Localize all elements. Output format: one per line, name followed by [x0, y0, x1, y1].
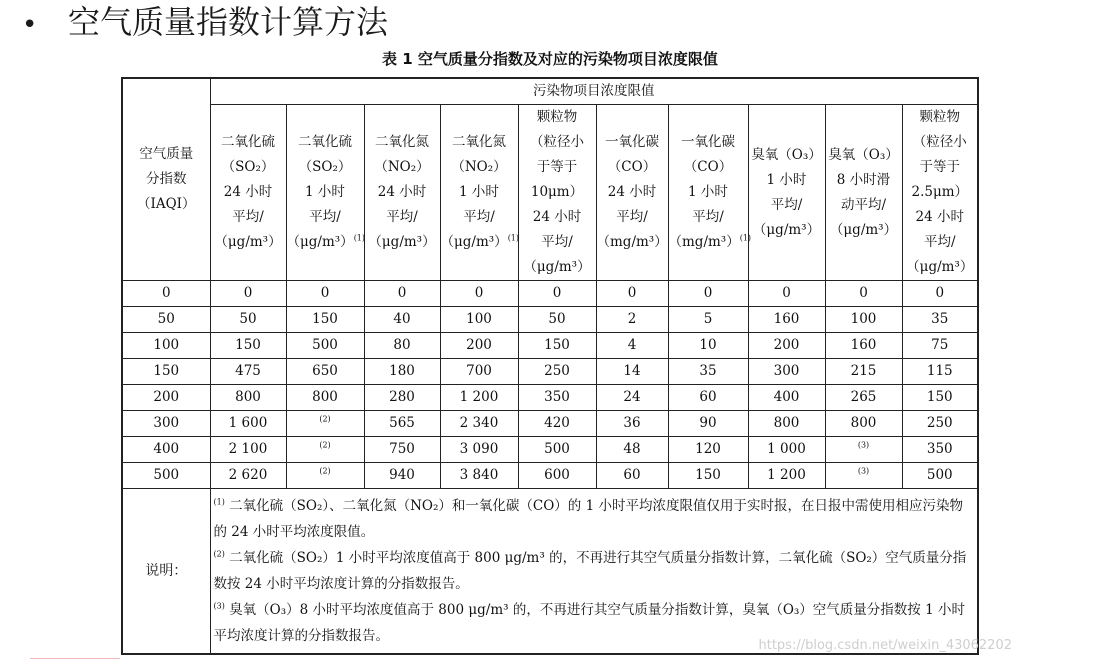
column-header-line — [597, 155, 668, 180]
column-header-line — [441, 155, 518, 180]
table-cell: 500 — [518, 437, 596, 463]
column-header-line — [826, 168, 902, 193]
note-text: 二氧化硫（SO₂）、二氧化氮（NO₂）和一氧化碳（CO）的 1 小时平均浓度限值仅用于实时报，在日报中需使用相应污染物的 24 小时平均浓度限值。 — [213, 498, 963, 540]
column-header-text: 24 小时 — [915, 209, 964, 225]
watermark: https://blog.csdn.net/weixin_43062202 — [758, 638, 1012, 653]
table-cell: 3 840 — [440, 463, 518, 489]
table-cell: 0 — [440, 281, 518, 307]
note-paragraph — [214, 493, 974, 545]
table-cell: 14 — [596, 359, 668, 385]
table-cell: 2 100 — [210, 437, 286, 463]
column-header-line — [519, 105, 596, 130]
column-header-line — [903, 155, 978, 180]
column-header-line — [365, 155, 440, 180]
column-header-line — [287, 130, 364, 155]
table-cell: 48 — [596, 437, 668, 463]
table-cell: 150 — [286, 307, 364, 333]
column-header-line — [211, 205, 286, 230]
footnote-mark: (3) — [857, 466, 870, 476]
column-header-text: 1 小时 — [459, 184, 499, 200]
note-text: 臭氧（O₃）8 小时平均浓度值高于 800 μg/m³ 的，不再进行其空气质量分指数计算，臭氧（O₃）空气质量分指数按 1 小时平均浓度计算的分指数报告。 — [213, 602, 965, 644]
table-cell: 400 — [748, 385, 825, 411]
column-header-text: 一氧化碳 — [605, 134, 659, 150]
notes-content — [210, 489, 978, 655]
slide-title — [22, 0, 388, 44]
table-cell: 40 — [364, 307, 440, 333]
column-header-text: 24 小时 — [377, 184, 427, 200]
table-cell: 1 000 — [748, 437, 825, 463]
column-header-line — [597, 230, 668, 255]
column-header-text: （μg/m³） — [752, 221, 821, 238]
column-header — [825, 105, 902, 281]
column-header — [286, 105, 364, 281]
table-cell-footnote — [825, 437, 902, 463]
table-cell-footnote — [286, 437, 364, 463]
iaqi-header — [122, 78, 210, 281]
column-header — [440, 105, 518, 281]
table-cell: 800 — [748, 411, 825, 437]
table-cell: 60 — [596, 463, 668, 489]
footnote-mark: (2) — [319, 440, 331, 450]
column-header-text: （μg/m³） — [829, 221, 898, 238]
table-cell: 150 — [210, 333, 286, 359]
column-header-text: 二氧化氮 — [375, 134, 429, 150]
table-cell: 150 — [668, 463, 748, 489]
table-cell: 200 — [440, 333, 518, 359]
column-header-text: （μg/m³） — [906, 259, 974, 275]
iaqi-header-line: 空气质量 — [139, 146, 194, 162]
column-header-text: 二氧化硫 — [221, 134, 275, 150]
table-cell: 0 — [825, 281, 902, 307]
column-header-text: 平均/ — [463, 209, 495, 225]
footnote-mark: (1) — [739, 233, 752, 243]
column-header-text: 臭氧（O₃） — [828, 146, 899, 163]
table-cell: 50 — [518, 307, 596, 333]
column-header-line — [597, 180, 668, 205]
header-row-group — [122, 78, 978, 105]
column-header-line — [668, 230, 752, 255]
column-header-text: 1 小时 — [766, 171, 807, 188]
column-header-line — [669, 155, 748, 180]
table-cell: 5 — [668, 307, 748, 333]
footnote-mark: (2) — [319, 414, 331, 424]
column-header-text: （CO） — [683, 159, 733, 175]
column-header-line — [903, 180, 978, 205]
table-cell: 90 — [668, 411, 748, 437]
note-text: 二氧化硫（SO₂）1 小时平均浓度值高于 800 μg/m³ 的，不再进行其空气质量分指数计算，二氧化硫（SO₂）空气质量分指数按 24 小时平均浓度计算的分指数报告。 — [213, 550, 967, 592]
column-header-line — [597, 205, 668, 230]
column-header-line — [287, 155, 364, 180]
column-header-line — [749, 143, 825, 168]
column-header-line — [519, 130, 596, 155]
notes-label: 说明： — [122, 489, 210, 655]
header-row-columns — [122, 105, 978, 281]
table-caption: 表 1 空气质量分指数及对应的污染物项目浓度限值 — [382, 50, 718, 68]
column-header — [210, 105, 286, 281]
table-cell: 4 — [596, 333, 668, 359]
table-cell: 2 340 — [440, 411, 518, 437]
table-cell: 565 — [364, 411, 440, 437]
table-cell: 120 — [668, 437, 748, 463]
table-cell: 80 — [364, 333, 440, 359]
table-row — [122, 333, 978, 359]
footnote-mark: (2) — [319, 466, 331, 476]
table-cell: 100 — [825, 307, 902, 333]
table-cell: 150 — [902, 385, 978, 411]
column-header-text: 动平均/ — [840, 196, 887, 213]
column-header-line — [749, 218, 825, 243]
table-cell: 350 — [902, 437, 978, 463]
table-cell: 160 — [748, 307, 825, 333]
column-header-text: 24 小时 — [607, 184, 657, 200]
table-cell: 60 — [668, 385, 748, 411]
column-header-line — [287, 205, 364, 230]
table-cell: 1 200 — [748, 463, 825, 489]
column-header — [596, 105, 668, 281]
table-cell: 36 — [596, 411, 668, 437]
table-cell: 150 — [518, 333, 596, 359]
table-cell: 75 — [902, 333, 978, 359]
table-cell: 250 — [518, 359, 596, 385]
table-cell-footnote — [286, 411, 364, 437]
column-header-line — [519, 155, 596, 180]
table-row — [122, 359, 978, 385]
column-header-text: （粒径小 — [912, 134, 967, 150]
table-cell: 280 — [364, 385, 440, 411]
table-cell: 0 — [596, 281, 668, 307]
table-row — [122, 437, 978, 463]
column-header-text: （mg/m³） — [596, 234, 668, 250]
table-cell: 2 — [596, 307, 668, 333]
column-header-line — [903, 130, 978, 155]
table-row — [122, 385, 978, 411]
table-cell: 420 — [518, 411, 596, 437]
iaqi-value: 100 — [122, 333, 210, 359]
column-header-line — [519, 205, 596, 230]
column-header-line — [519, 180, 596, 205]
column-header-line — [287, 230, 364, 255]
column-header-line — [669, 205, 748, 230]
iaqi-value: 150 — [122, 359, 210, 385]
table-cell: 0 — [518, 281, 596, 307]
footnote-mark: (2) — [213, 549, 225, 559]
footnote-mark: (1) — [213, 497, 225, 507]
table-cell: 24 — [596, 385, 668, 411]
table-cell-footnote — [286, 463, 364, 489]
column-header-text: 1 小时 — [305, 184, 345, 200]
column-header-line — [441, 130, 518, 155]
column-header-line — [519, 230, 596, 255]
table-cell: 1 200 — [440, 385, 518, 411]
table-cell: 750 — [364, 437, 440, 463]
table-cell: 650 — [286, 359, 364, 385]
column-header-line — [211, 155, 286, 180]
table-cell: 160 — [825, 333, 902, 359]
table-cell-footnote — [825, 463, 902, 489]
table-cell: 180 — [364, 359, 440, 385]
table-cell: 115 — [902, 359, 978, 385]
column-header-line — [903, 230, 978, 255]
column-header-text: 平均/ — [770, 196, 803, 213]
column-header-text: 平均/ — [616, 209, 648, 225]
column-header-text: 8 小时滑 — [836, 171, 891, 188]
column-header-line — [597, 130, 668, 155]
column-header-line — [903, 105, 978, 130]
column-header-text: 平均/ — [692, 209, 724, 225]
column-header — [902, 105, 978, 281]
iaqi-header-line: 分指数 — [146, 171, 187, 187]
table-cell: 350 — [518, 385, 596, 411]
column-header-line — [211, 180, 286, 205]
footnote-mark: (1) — [353, 233, 366, 243]
column-header-text: （μg/m³） — [214, 234, 282, 250]
column-header-text: （SO₂） — [221, 159, 275, 175]
column-header-line — [365, 230, 440, 255]
column-header-text: 平均/ — [309, 209, 341, 225]
table-cell: 10 — [668, 333, 748, 359]
column-header-line — [749, 168, 825, 193]
table-cell: 200 — [748, 333, 825, 359]
column-header-text: 1 小时 — [688, 184, 728, 200]
table-cell: 800 — [210, 385, 286, 411]
table-cell: 215 — [825, 359, 902, 385]
column-header-text: 2.5μm） — [911, 184, 969, 200]
column-header-text: 24 小时 — [532, 209, 582, 225]
column-header-line — [826, 193, 902, 218]
column-header-line — [669, 180, 748, 205]
group-header: 污染物项目浓度限值 — [210, 78, 978, 105]
table-cell: 0 — [286, 281, 364, 307]
column-header-line — [826, 218, 902, 243]
column-header-line — [519, 255, 596, 280]
table-cell: 265 — [825, 385, 902, 411]
column-header — [748, 105, 825, 281]
column-header-text: （μg/m³） — [440, 234, 508, 250]
column-header-text: （μg/m³） — [286, 234, 354, 250]
footnote-mark: (1) — [507, 233, 520, 243]
table-cell: 800 — [286, 385, 364, 411]
iaqi-value: 300 — [122, 411, 210, 437]
column-header-line — [903, 205, 978, 230]
column-header-text: （CO） — [607, 159, 657, 175]
table-cell: 3 090 — [440, 437, 518, 463]
column-header-text: （粒径小 — [530, 134, 584, 150]
table-cell: 0 — [668, 281, 748, 307]
table-cell: 500 — [286, 333, 364, 359]
table-cell: 500 — [902, 463, 978, 489]
table-cell: 700 — [440, 359, 518, 385]
column-header-text: 平均/ — [232, 209, 264, 225]
column-header-line — [211, 130, 286, 155]
notes-row — [122, 489, 978, 655]
column-header-text: 平均/ — [923, 234, 956, 250]
column-header-line — [441, 205, 518, 230]
column-header-text: 平均/ — [541, 234, 573, 250]
column-header-line — [365, 180, 440, 205]
iaqi-header-line: （IAQI） — [137, 196, 196, 212]
table-cell: 0 — [364, 281, 440, 307]
table-cell: 0 — [902, 281, 978, 307]
column-header — [518, 105, 596, 281]
column-header-line — [669, 130, 748, 155]
table-cell: 0 — [210, 281, 286, 307]
column-header-text: （μg/m³） — [523, 259, 591, 275]
table-cell: 250 — [902, 411, 978, 437]
column-header-text: 于等于 — [919, 159, 961, 175]
column-header-text: 二氧化硫 — [298, 134, 352, 150]
note-paragraph — [214, 545, 974, 597]
iaqi-value: 0 — [122, 281, 210, 307]
column-header-text: 一氧化碳 — [681, 134, 735, 150]
column-header-line — [441, 230, 518, 255]
column-header-text: 二氧化氮 — [452, 134, 506, 150]
footnote-mark: (3) — [857, 440, 870, 450]
table-cell: 600 — [518, 463, 596, 489]
column-header-text: （NO₂） — [451, 159, 507, 175]
column-header-text: （NO₂） — [374, 159, 430, 175]
column-header — [364, 105, 440, 281]
footnote-mark: (3) — [213, 601, 225, 611]
table-row — [122, 411, 978, 437]
column-header-line — [441, 180, 518, 205]
column-header-text: （mg/m³） — [668, 234, 740, 250]
table-cell: 35 — [668, 359, 748, 385]
column-header — [668, 105, 752, 281]
iaqi-value: 200 — [122, 385, 210, 411]
column-header-line — [826, 143, 902, 168]
column-header-text: 10μm） — [530, 184, 584, 200]
table-cell: 800 — [825, 411, 902, 437]
column-header-line — [903, 255, 978, 280]
column-header-line — [365, 205, 440, 230]
table-row — [122, 463, 978, 489]
table-cell: 475 — [210, 359, 286, 385]
table-row — [122, 307, 978, 333]
bullet-icon: • — [22, 10, 38, 40]
column-header-line — [211, 230, 286, 255]
column-header-text: 24 小时 — [223, 184, 273, 200]
column-header-text: 于等于 — [536, 159, 578, 175]
table-cell: 300 — [748, 359, 825, 385]
column-header-text: （SO₂） — [298, 159, 352, 175]
column-header-text: 平均/ — [386, 209, 418, 225]
column-header-text: 颗粒物 — [536, 109, 578, 125]
table-cell: 1 600 — [210, 411, 286, 437]
column-header-text: （μg/m³） — [368, 234, 436, 250]
table-cell: 50 — [210, 307, 286, 333]
column-header-line — [287, 180, 364, 205]
iaqi-value: 400 — [122, 437, 210, 463]
table-cell: 100 — [440, 307, 518, 333]
iaqi-value: 500 — [122, 463, 210, 489]
column-header-text: 臭氧（O₃） — [751, 146, 822, 163]
table-cell: 35 — [902, 307, 978, 333]
table-cell: 2 620 — [210, 463, 286, 489]
column-header-line — [365, 130, 440, 155]
column-header-text: 颗粒物 — [919, 109, 961, 125]
table-row — [122, 281, 978, 307]
table-cell: 0 — [748, 281, 825, 307]
iaqi-value: 50 — [122, 307, 210, 333]
pollutant-limits-table — [121, 77, 979, 655]
column-header-line — [749, 193, 825, 218]
table-cell: 940 — [364, 463, 440, 489]
slide-title-text: 空气质量指数计算方法 — [68, 3, 389, 41]
